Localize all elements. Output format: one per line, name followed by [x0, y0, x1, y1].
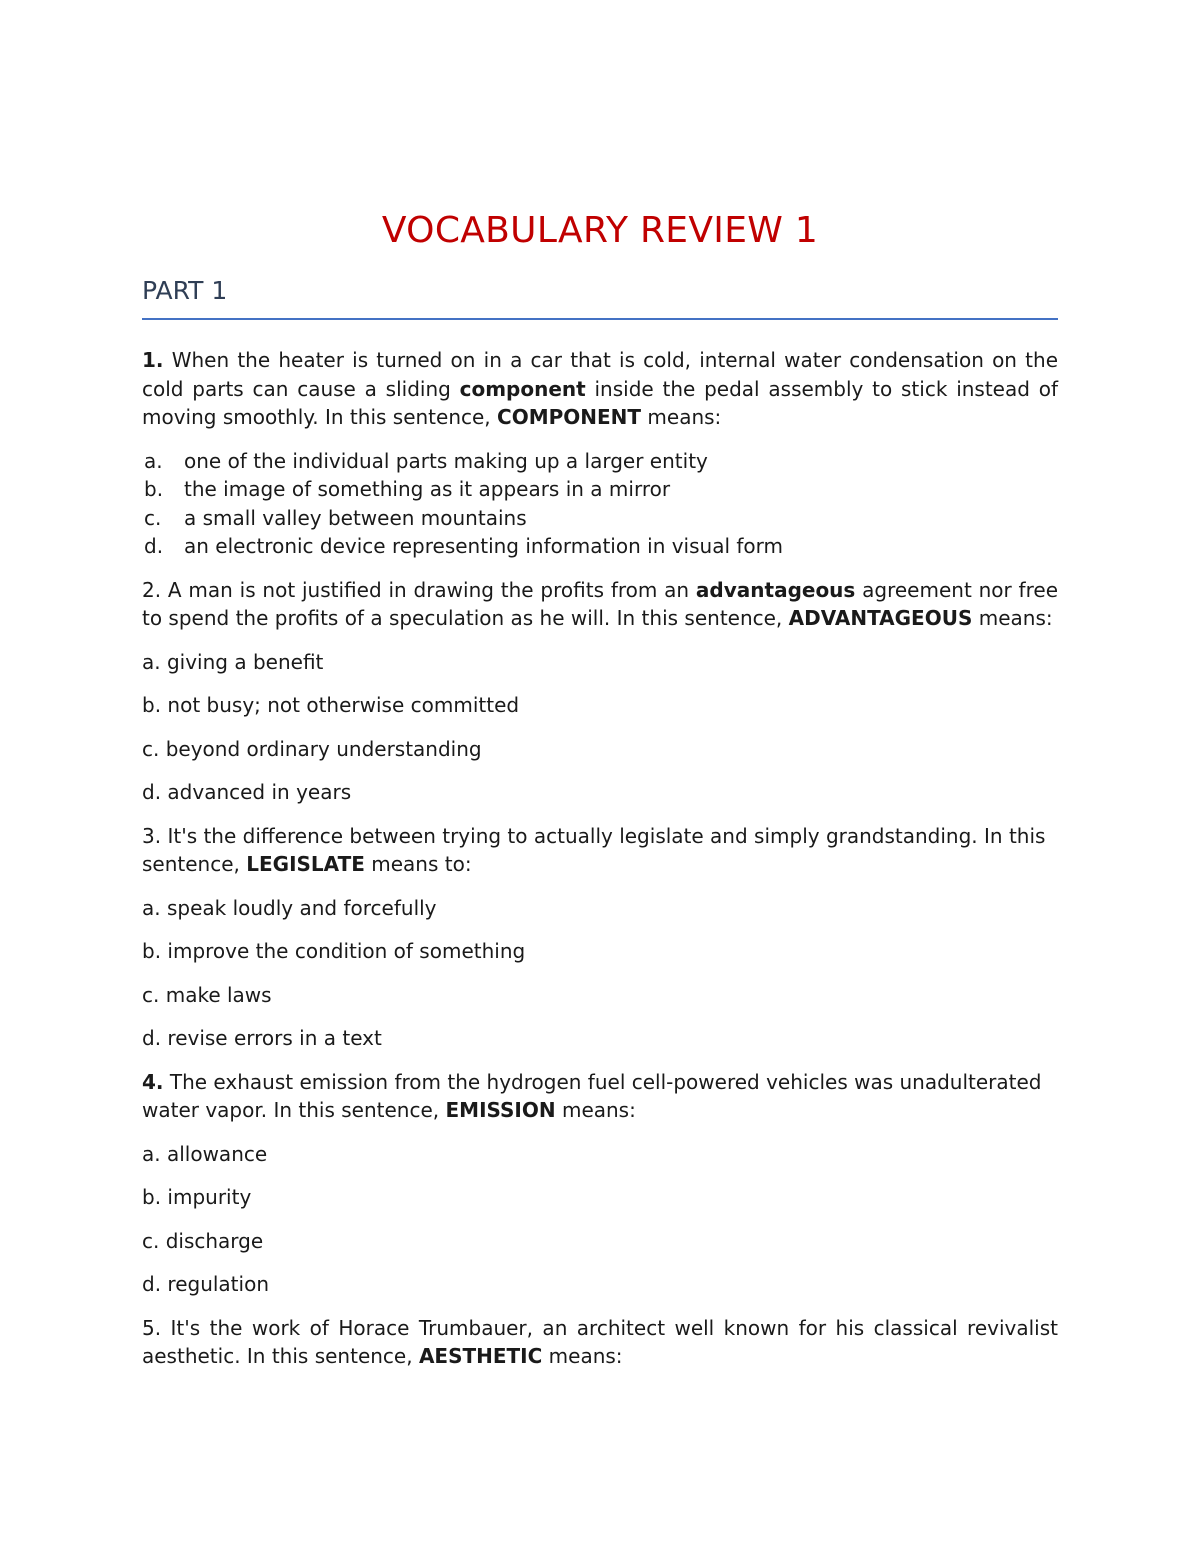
question-4 — [142, 1068, 1058, 1125]
question-number: 2. — [142, 577, 162, 602]
answer-option: a. allowance — [142, 1141, 268, 1166]
answer-option: c. discharge — [142, 1228, 264, 1253]
question-5 — [142, 1314, 1058, 1371]
option-letter: a. — [144, 448, 163, 473]
question-text: means: — [542, 1344, 623, 1368]
question-keyword-upper: EMISSION — [445, 1098, 556, 1122]
question-text: means: — [641, 405, 722, 429]
answer-option — [142, 504, 1058, 533]
question-keyword: component — [459, 376, 586, 401]
option-text: the image of something as it appears in a mirror — [184, 477, 671, 501]
question-number: 4. — [142, 1069, 164, 1094]
answer-option — [142, 475, 1058, 504]
answer-option: d. regulation — [142, 1272, 269, 1296]
question-text: agreement nor free to spend the profits of a speculation as he will. In this sentence, — [142, 577, 1058, 630]
question-text: inside the pedal assembly to stick instead of moving smoothly. In this sentence, — [142, 376, 1059, 429]
answer-option — [142, 447, 1058, 476]
question-1 — [142, 346, 1058, 432]
answer-option: d. advanced in years — [142, 780, 352, 804]
option-text: one of the individual parts making up a larger entity — [184, 448, 708, 473]
question-text: It's the work of Horace Trumbauer, an architect well known for his classical revivalist aesthetic. In this sentence, — [142, 1315, 1058, 1368]
questions-body — [142, 346, 1058, 1386]
answer-option: d. revise errors in a text — [142, 1026, 382, 1050]
answer-option: b. impurity — [142, 1185, 252, 1209]
option-letter: d. — [144, 534, 164, 558]
answer-option: b. improve the condition of something — [142, 939, 526, 963]
answer-option: a. speak loudly and forcefully — [142, 895, 437, 920]
heading-divider — [142, 318, 1058, 320]
option-text: a small valley between mountains — [184, 505, 527, 530]
question-keyword-upper: AESTHETIC — [418, 1344, 543, 1368]
question-text: means: — [555, 1098, 636, 1122]
question-number: 5. — [142, 1315, 162, 1340]
answer-option — [142, 532, 1058, 561]
answer-option: c. make laws — [142, 982, 272, 1007]
question-3 — [142, 822, 1058, 879]
document-title: VOCABULARY REVIEW 1 — [381, 210, 819, 251]
answer-option: c. beyond ordinary understanding — [142, 736, 482, 761]
question-keyword-upper: COMPONENT — [497, 405, 642, 429]
question-keyword-upper: ADVANTAGEOUS — [788, 606, 973, 630]
answer-options-1 — [142, 447, 1058, 561]
question-number: 1. — [142, 348, 164, 372]
part-heading: PART 1 — [142, 276, 228, 305]
question-2 — [142, 576, 1058, 633]
question-number: 3. — [142, 823, 162, 848]
question-text: A man is not justified in drawing the profits from an — [161, 577, 696, 602]
question-text: It's the difference between trying to actually legislate and simply grandstanding. In this sentence, — [142, 823, 1046, 876]
question-keyword-upper: LEGISLATE — [246, 852, 365, 876]
question-text: means: — [972, 606, 1053, 630]
option-letter: c. — [144, 505, 162, 530]
option-letter: b. — [144, 477, 164, 501]
question-text: The exhaust emission from the hydrogen fuel cell-powered vehicles was unadulterated water vapor. In this sentence, — [142, 1069, 1042, 1122]
answer-option: b. not busy; not otherwise committed — [142, 693, 520, 717]
answer-option: a. giving a benefit — [142, 649, 324, 674]
question-text: When the heater is turned on in a car that is cold, internal water condensation on the cold parts can cause a sliding — [142, 348, 1058, 401]
question-keyword: advantageous — [695, 577, 856, 602]
option-text: an electronic device representing information in visual form — [184, 534, 784, 558]
question-text: means to: — [364, 852, 472, 876]
